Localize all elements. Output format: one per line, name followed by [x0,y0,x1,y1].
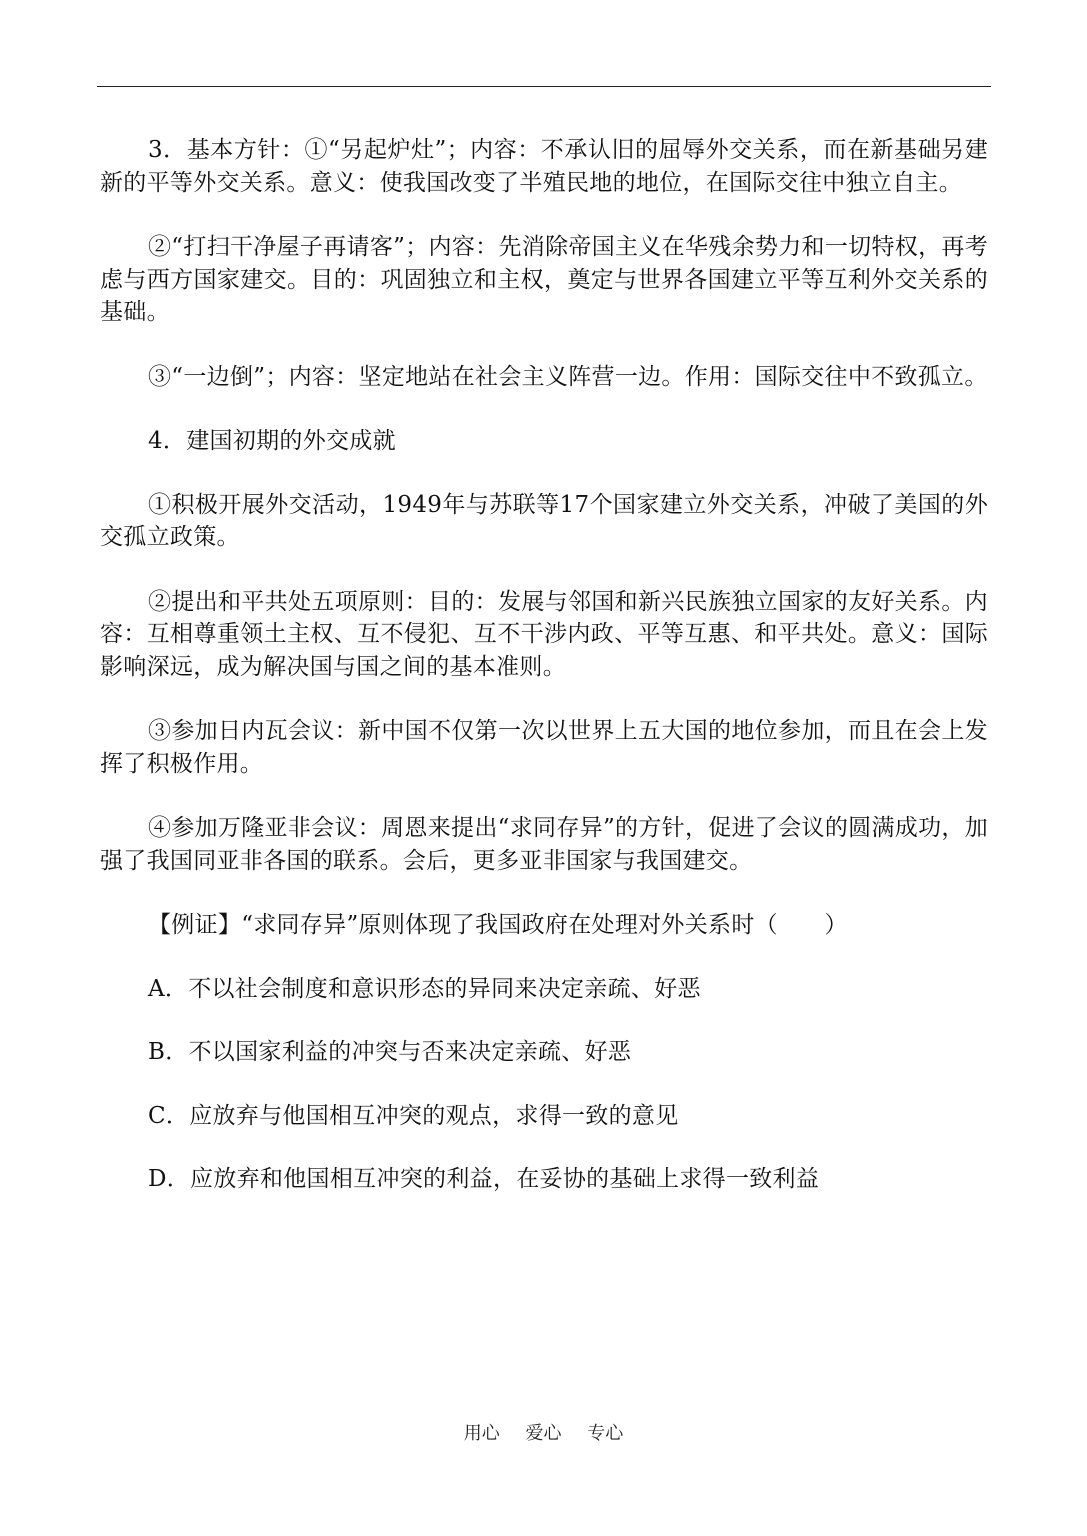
option-a: A．不以社会制度和意识形态的异同来决定亲疏、好恶 [148,975,701,1002]
option-b: B．不以国家利益的冲突与否来决定亲疏、好恶 [148,1039,632,1065]
paragraph-basic-policy: 3．基本方针：①“另起炉灶”；内容：不承认旧的屈辱外交关系，而在新基础另建新的平等外交关系。意义：使我国改变了半殖民地的地位，在国际交往中独立自主。 [100,137,988,196]
example-question: 【例证】“求同存异”原则体现了我国政府在处理对外关系时（ ） [148,912,848,938]
header-rule [97,86,991,87]
option-c: C．应放弃与他国相互冲突的观点，求得一致的意见 [148,1102,679,1129]
paragraph-clean-house: ②“打扫干净屋子再请客”；内容：先消除帝国主义在华残余势力和一切特权，再考虑与西方国家建交。目的：巩固独立和主权，奠定与世界各国建立平等互利外交关系的基础。 [100,234,988,325]
footer-text-3: 专心 [587,1423,624,1444]
option-d: D．应放弃和他国相互冲突的利益，在妥协的基础上求得一致利益 [148,1166,820,1192]
paragraph-bandung-conference: ④参加万隆亚非会议：周恩来提出“求同存异”的方针，促进了会议的圆满成功，加强了我国同亚非各国的联系。会后，更多亚非国家与我国建交。 [100,815,988,874]
paragraph-geneva-conference: ③参加日内瓦会议：新中国不仅第一次以世界上五大国的地位参加，而且在会上发挥了积极作用。 [100,718,988,777]
footer-text-2: 爱心 [525,1423,562,1444]
paragraph-five-principles: ②提出和平共处五项原则：目的：发展与邻国和新兴民族独立国家的友好关系。内容：互相尊重领土主权、互不侵犯、互不干涉内政、平等互惠、和平共处。意义：国际影响深远，成为解决国与国之间的基本准则。 [100,588,988,680]
footer-text-1: 用心 [463,1423,500,1444]
paragraph-lean-one-side: ③“一边倒”；内容：坚定地站在社会主义阵营一边。作用：国际交往中不致孤立。 [148,363,988,390]
paragraph-diplomatic-activities: ①积极开展外交活动，1949年与苏联等17个国家建立外交关系，冲破了美国的外交孤立政策。 [100,491,988,550]
page-footer [0,1422,1087,1446]
section-heading-achievements: 4．建国初期的外交成就 [148,428,396,454]
document-body [100,134,988,1227]
